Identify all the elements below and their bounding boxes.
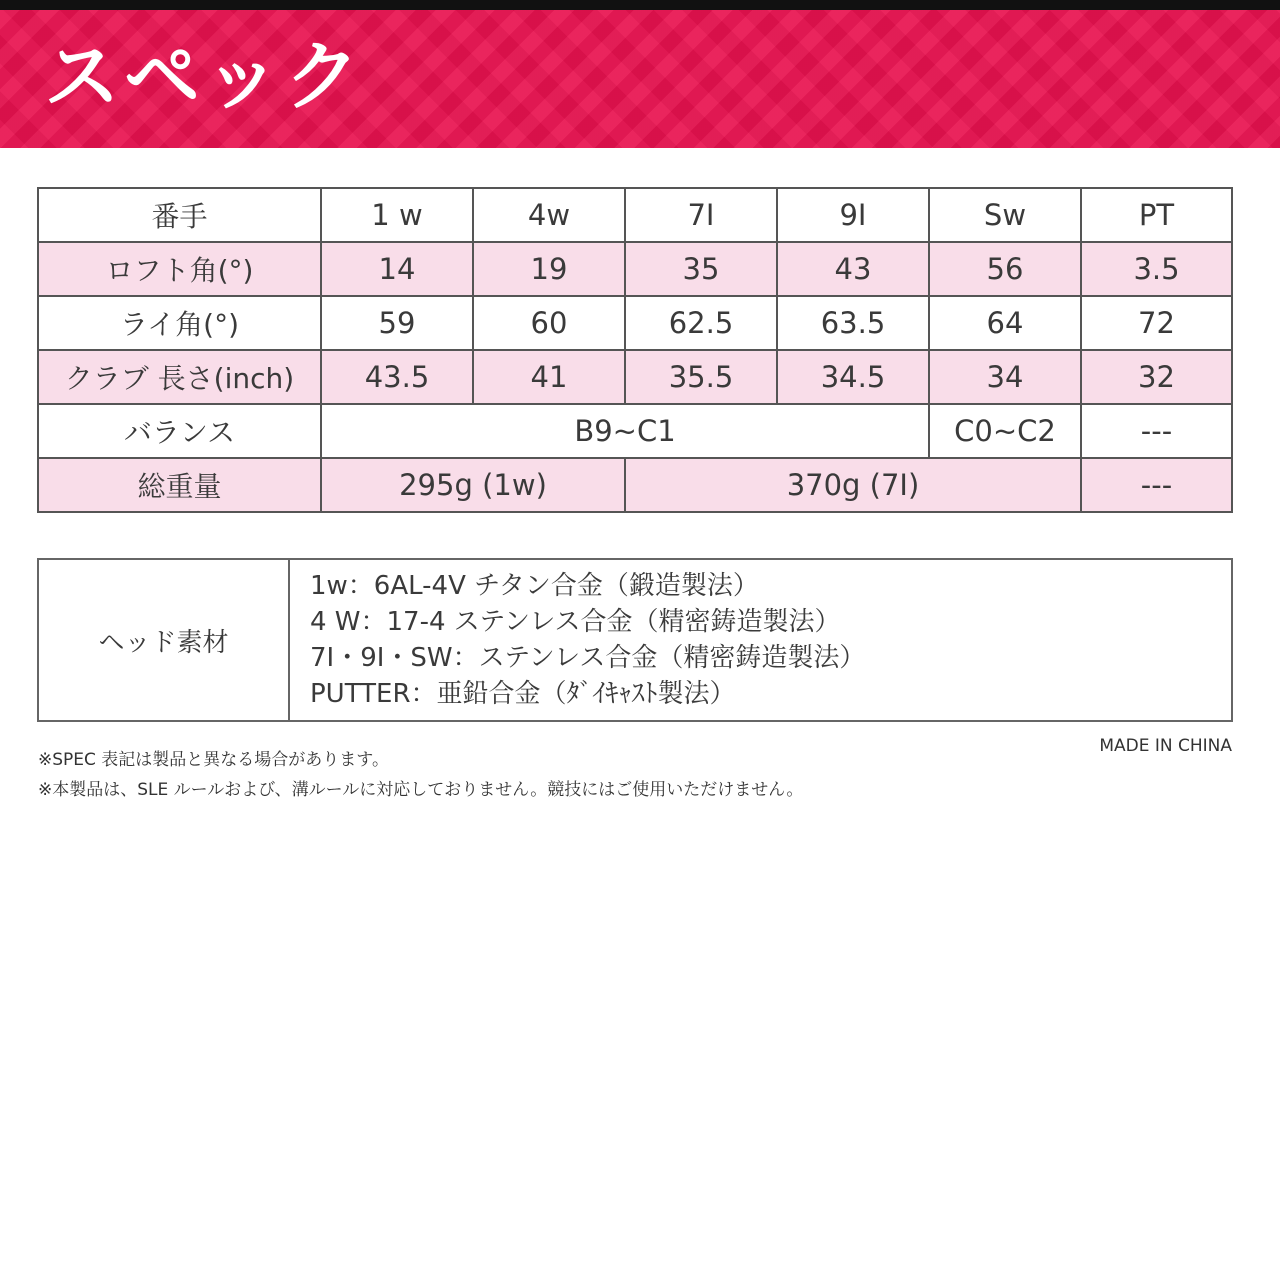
- table-cell: 43.5: [321, 350, 473, 404]
- table-cell: Sw: [929, 188, 1081, 242]
- material-line: 4 W：17-4 ステンレス合金（精密鋳造製法）: [310, 607, 841, 637]
- table-cell: 4w: [473, 188, 625, 242]
- table-cell: 14: [321, 242, 473, 296]
- table-row-balance: [38, 404, 1232, 458]
- table-cell: 35.5: [625, 350, 777, 404]
- row-label: 番手: [38, 188, 321, 242]
- table-cell: 32: [1081, 350, 1232, 404]
- table-cell: 41: [473, 350, 625, 404]
- table-cell: 19: [473, 242, 625, 296]
- table-cell: C0~C2: [929, 404, 1081, 458]
- rule-disclaimer-note: ※本製品は、SLE ルールおよび、溝ルールに対応しておりません。競技にはご使用いただけません。: [38, 780, 804, 800]
- table-cell: 295g (1w): [321, 458, 625, 512]
- table-row-length: [38, 350, 1232, 404]
- table-cell: 7I: [625, 188, 777, 242]
- table-row-weight: [38, 458, 1232, 512]
- row-label: ライ角(°): [38, 296, 321, 350]
- head-material-table: [37, 558, 1233, 722]
- table-cell: 34: [929, 350, 1081, 404]
- header-banner: [0, 10, 1280, 148]
- row-label: 総重量: [38, 458, 321, 512]
- table-row-loft: [38, 242, 1232, 296]
- table-cell: 60: [473, 296, 625, 350]
- made-in-label: MADE IN CHINA: [1099, 736, 1232, 756]
- table-cell: 3.5: [1081, 242, 1232, 296]
- row-label: バランス: [38, 404, 321, 458]
- table-cell: B9~C1: [321, 404, 929, 458]
- material-line: 7I・9I・SW：ステンレス合金（精密鋳造製法）: [310, 643, 866, 673]
- material-line: PUTTER：亜鉛合金（ﾀﾞｲｷｬｽﾄ製法）: [310, 679, 736, 709]
- table-cell: ---: [1081, 404, 1232, 458]
- material-line: 1w：6AL-4V チタン合金（鍛造製法）: [310, 571, 759, 601]
- spec-table: [37, 187, 1233, 513]
- table-cell: 370g (7I): [625, 458, 1081, 512]
- table-cell: 64: [929, 296, 1081, 350]
- table-cell: PT: [1081, 188, 1232, 242]
- table-cell: 35: [625, 242, 777, 296]
- row-label: クラブ 長さ(inch): [38, 350, 321, 404]
- table-row-lie: [38, 296, 1232, 350]
- row-label: ロフト角(°): [38, 242, 321, 296]
- table-cell: 34.5: [777, 350, 929, 404]
- table-row-clubs: [38, 188, 1232, 242]
- material-details: [289, 559, 1232, 721]
- material-label: ヘッド素材: [38, 559, 289, 721]
- table-cell: 1 w: [321, 188, 473, 242]
- page-title: スペック: [44, 32, 364, 121]
- table-cell: 9I: [777, 188, 929, 242]
- table-cell: 59: [321, 296, 473, 350]
- table-cell: ---: [1081, 458, 1232, 512]
- top-border: [0, 0, 1280, 10]
- table-cell: 72: [1081, 296, 1232, 350]
- table-cell: 62.5: [625, 296, 777, 350]
- table-row: [38, 559, 1232, 721]
- table-cell: 56: [929, 242, 1081, 296]
- spec-disclaimer-note: ※SPEC 表記は製品と異なる場合があります。: [38, 750, 389, 770]
- table-cell: 63.5: [777, 296, 929, 350]
- table-cell: 43: [777, 242, 929, 296]
